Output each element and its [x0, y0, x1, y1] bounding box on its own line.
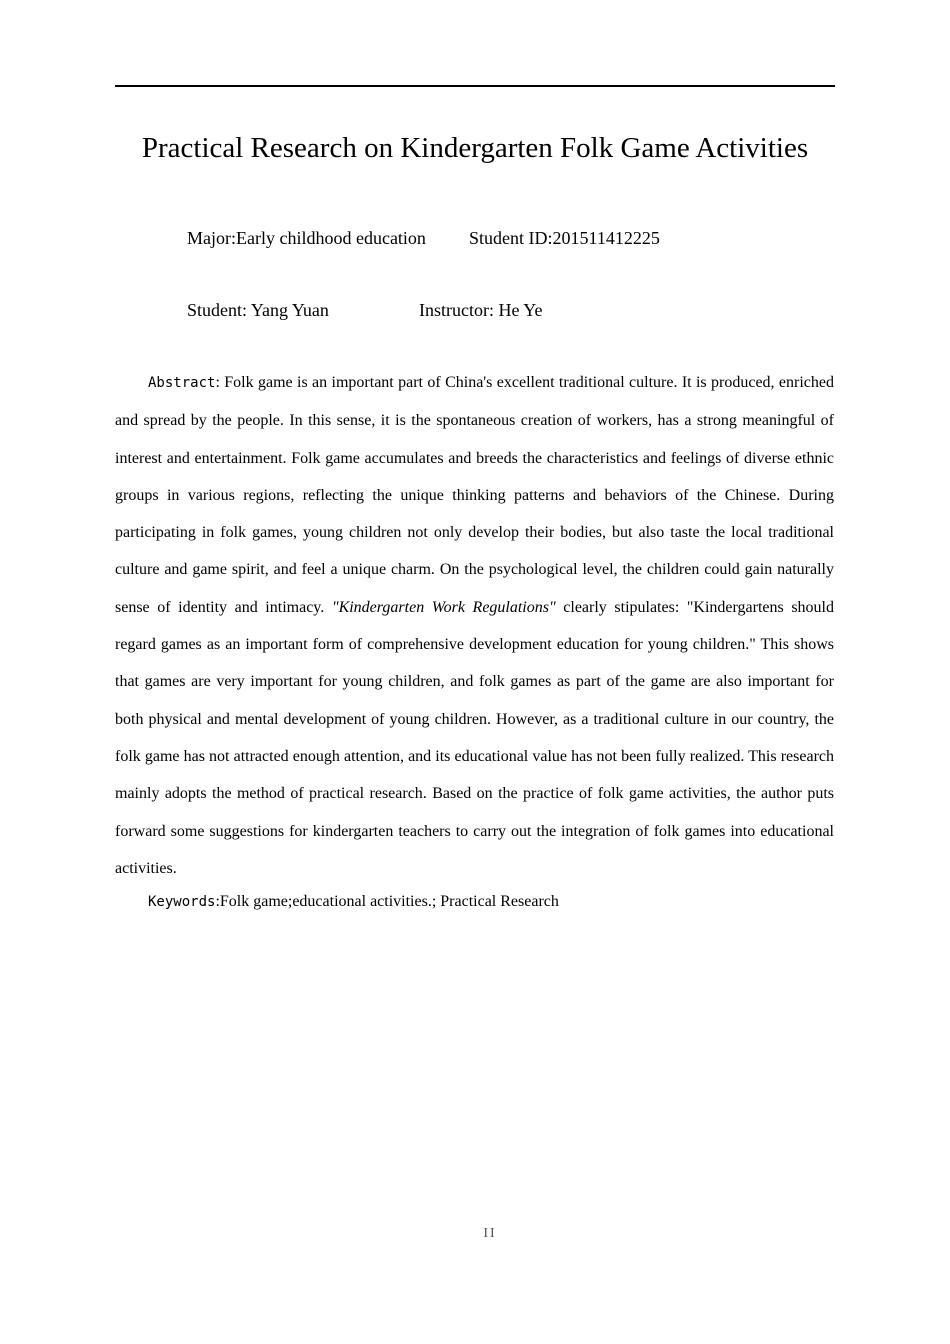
info-line-student — [187, 298, 543, 322]
document-title: Practical Research on Kindergarten Folk Game Activities — [141, 132, 809, 164]
abstract-label: Abstract — [148, 375, 216, 391]
instructor-field: Instructor: He Ye — [419, 300, 543, 320]
abstract-text-part2: clearly stipulates: "Kindergartens should regard games as an important form of comprehensive development education for young children." This shows that games are very important for young children, and folk games as part of the game are also important for both physical and mental development of young children. However, as a traditional culture in our country, the folk game has not attracted enough attention, and its educational value has not been fully realized. This research mainly adopts the method of practical research. Based on the practice of folk game activities, the author puts forward some suggestions for kindergarten teachers to carry out the integration of folk games into educational activities. — [115, 598, 834, 877]
info-line-major — [187, 226, 660, 250]
student-name-field: Student: Yang Yuan — [187, 300, 329, 320]
keywords-line — [148, 890, 559, 914]
page-number: II — [483, 1226, 497, 1241]
keywords-label: Keywords — [148, 894, 216, 910]
abstract-paragraph — [115, 364, 834, 887]
abstract-italic-title: "Kindergarten Work Regulations" — [331, 598, 556, 616]
keywords-separator: : — [215, 893, 220, 910]
student-id-field: Student ID:201511412225 — [469, 228, 660, 248]
keywords-text: Folk game;educational activities.; Practical Research — [219, 893, 559, 910]
abstract-separator: : — [215, 374, 225, 391]
header-rule — [115, 85, 835, 87]
abstract-text-part1: Folk game is an important part of China's excellent traditional culture. It is produced, enriched and spread by the people. In this sense, it is the spontaneous creation of workers, has a strong meaningful of interest and entertainment. Folk game accumulates and breeds the characteristics and feelings of diverse ethnic groups in various regions, reflecting the unique thinking patterns and behaviors of the Chinese. During participating in folk games, young children not only develop their bodies, but also taste the local traditional culture and game spirit, and feel a unique charm. On the psychological level, the children could gain naturally sense of identity and intimacy. — [115, 374, 834, 616]
major-field: Major:Early childhood education — [187, 228, 426, 248]
